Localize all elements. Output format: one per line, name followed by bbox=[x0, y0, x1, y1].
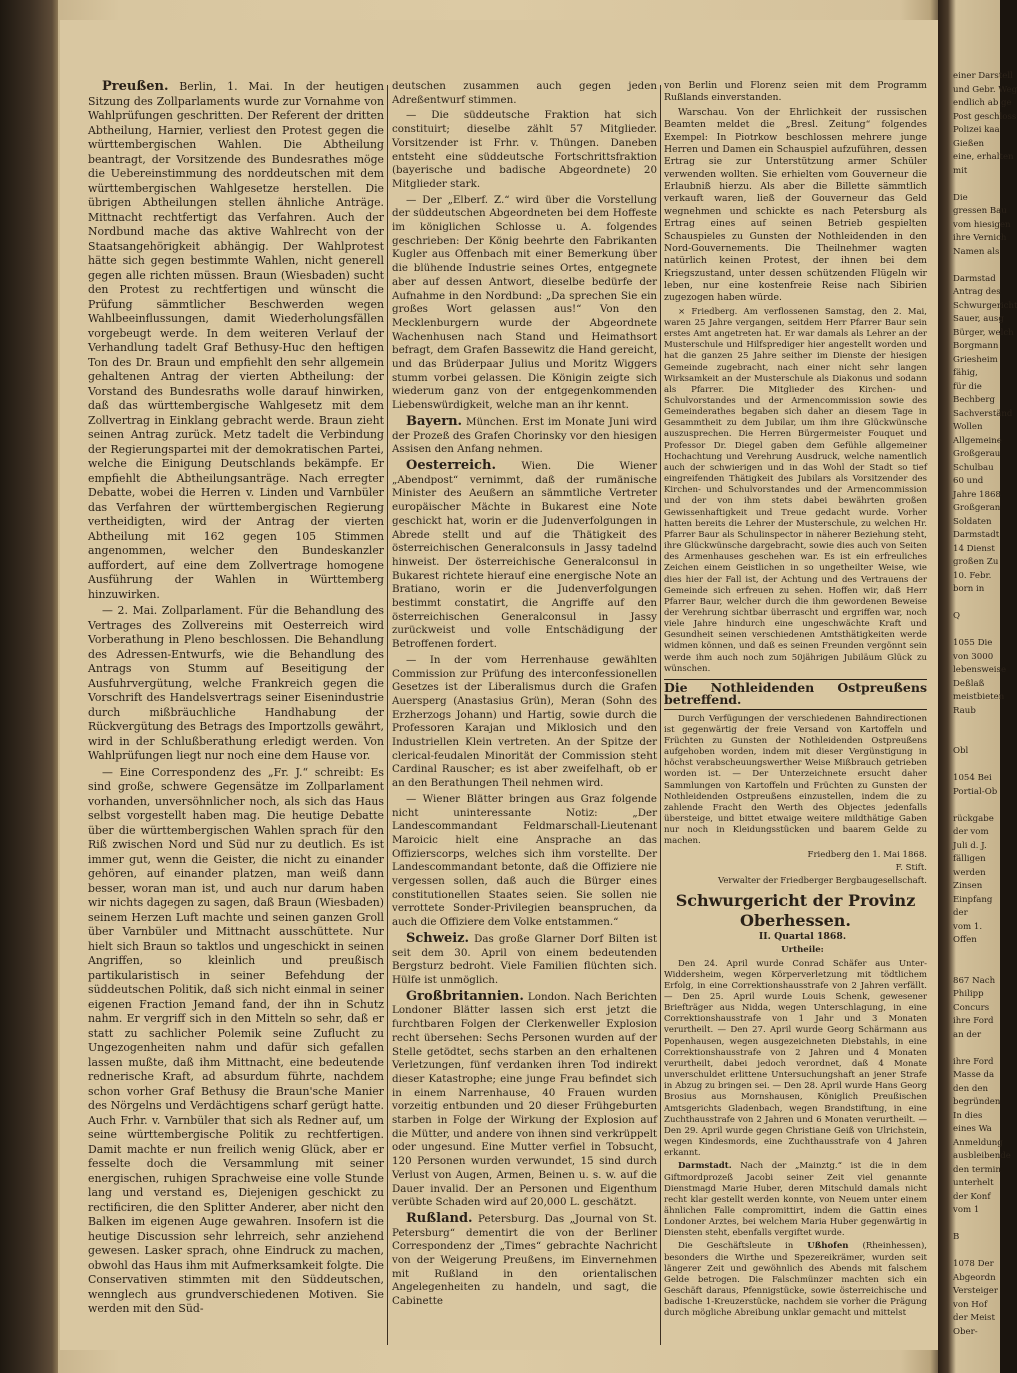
adjacent-page-fragment: 14 Dienst bbox=[953, 543, 995, 554]
article-graz: — Wiener Blätter bringen aus Graz folgende nicht uninteressante Notiz: „Der Landescommandant Feldmarschall-Lieutenant Maroicic hielt eine Ansprache an das Offizierscorps, welches sich ihm vorstellte. Der Landescommandant betonte, daß die Offiziere nie vergessen sollen, daß auch die Bürger eines constitutionellen Staates seien. Sie sollen nie verrottete Sonder-Privilegien beanspruchen, da auch die Offiziere dem Volke entstammen.“ bbox=[392, 792, 657, 929]
column-rule bbox=[387, 85, 388, 1345]
notice-signature: F. Stift. bbox=[895, 862, 927, 873]
article-zollparlament: — 2. Mai. Zollparlament. Für die Behandlung des Vertrages des Zollvereins mit Oesterreich wird Vorberathung in Pleno beschlossen. Die Behandlung des Adressen-Entwurfs, wie die Behandlung des Antrags von Stumm auf Beseitigung der Ausfuhrvergütung, welche Frankreich gegen die Vorschrift des Handelsvertrags seiner Eisenindustrie durch mißbräuchliche Handhabung der Rückvergütung des Betrags des Importzolls gewährt, wird in der Schlußberathung erledigt werden. Von Wahlprüfungen liegt nur noch eine dem Hause vor. bbox=[88, 604, 384, 762]
adjacent-page-fragment: Anmeldung bbox=[953, 1137, 1003, 1148]
adjacent-page-fragment: Masse da bbox=[953, 1070, 995, 1080]
adjacent-page-fragment: von 3000 bbox=[953, 651, 994, 662]
adjacent-page-fragment: Großgerau bbox=[953, 449, 1001, 459]
adjacent-page-fragment: Bechberg bbox=[953, 395, 995, 405]
article-prussia: Preußen. Berlin, 1. Mai. In der heutigen Sitzung des Zollparlaments wurde zur Vornahme von Wahlprüfungen geschritten. Der Referent der dritten Abtheilung, Harnier, verliest den Protest gegen die württembergischen Wahlen. Die Abtheilung beantragt, der Vorsitzende des Bundesrathes möge die Uebereinstimmung des norddeutschen mit dem württembergischen Wahlgesetze herstellen. Die übrigen Abtheilungen stellen ähnliche Anträge. Mittnacht rechtfertigt das Verfahren. Auch der Nordbund mache das aktive Wahlrecht von der Staatsangehörigkeit abhängig. Der Wahlprotest hätte sich gegen bestimmte Wahlen, nicht generell gegen alle richten müssen. Braun (Wiesbaden) sucht den Protest zu rechtfertigen und wünscht die Prüfung sämmtlicher Beschwerden wegen Wahlbeeinflussungen, damit Wiederholungsfällen vorgebeugt werde. In dem weiteren Verlauf der Verhandlung tadelt Graf Bethusy-Huc den heftigen Ton des Dr. Braun und empfiehlt den sehr allgemein gehaltenen Antrag der vierten Abtheilung: der Vorstand des Bundesraths wolle darauf hinwirken, daß das württembergische Wahlgesetz mit dem Zollvertrag in Einklang gebracht werde. Braun zieht seinen Antrag zurück. Metz tadelt die Verbindung der Regierungspartei mit der demokratischen Partei, welche die Einigung Deutschlands bekämpfe. Er empfiehlt die Abtheilungsanträge. Nach erregter Debatte, wobei die Herren v. Linden und Varnbüler das Verfahren der württembergischen Regierung vertheidigten, wird der Antrag der vierten Abtheilung mit 162 gegen 105 Stimmen angenommen, welcher den Bundeskanzler auffordert, auf eine dem Zollvertrage homogene Ausführung der Wahlen in Württemberg hinzuwirken. bbox=[88, 79, 384, 601]
adjacent-page-fragment: der Meist bbox=[953, 1313, 995, 1323]
adjacent-page-fragment: ihre Ford bbox=[953, 1016, 994, 1026]
adjacent-page-fragment: ihre Ford bbox=[953, 1056, 994, 1067]
adjacent-page-fragment: Bürger, welch bbox=[953, 327, 1014, 338]
article-austria: Oesterreich. Wien. Die Wiener „Abendpost“ vernimmt, daß der rumänische Minister des Aeußern an sämmtliche Vertreter europäischer Mächte in Bukarest eine Note geschickt hat, worin er die Judenverfolgungen in Abrede stellt und auf die Thätigkeit des österreichischen Generalconsuls in Jassy tadelnd hinweist. Der österreichische Generalconsul in Bukarest richtete hierauf eine energische Note an Bratiano, worin er die Judenverfolgungen bestimmt constatirt, die Angriffe auf den österreichischen Generalconsul in Jassy zurückweist und volle Entschädigung der Betroffenen fordert. bbox=[392, 457, 657, 651]
adjacent-page-fragment: meistbieten bbox=[953, 692, 1005, 702]
adjacent-page-fragment: Sachverständ bbox=[953, 408, 1013, 419]
adjacent-page-fragment: Ober- bbox=[953, 1326, 978, 1337]
adjacent-page-fragment: für die bbox=[953, 381, 982, 392]
adjacent-page-fragment: Post geschloss bbox=[953, 111, 1017, 122]
column-right bbox=[664, 80, 927, 1322]
adjacent-page-fragment: ausbleibende bbox=[953, 1151, 1011, 1161]
adjacent-page-fragment: der Konf bbox=[953, 1191, 991, 1202]
adjacent-page-fragment: mit bbox=[953, 165, 968, 176]
article-ussofen: Die Geschäftsleute in Ußhofen (Rheinhessen), besonders die Wirthe und Spezereikrämer, wurden seit längerer Zeit und gewöhnlich des Abends mit falschem Gelde betrogen. Die Falschmünzer machten sich ein Geschäft daraus, Pfennigstücke, sowie österreichische und badische 1-Kreuzerstücke, nachdem sie vorher die Prägung durch mögliche Abreibung unklar gemacht und mittelst bbox=[664, 1241, 928, 1319]
article-continuation: von Berlin und Florenz seien mit dem Programm Rußlands einverstanden. bbox=[664, 80, 927, 104]
notice-date: Friedberg den 1. Mai 1868. bbox=[807, 849, 927, 860]
adjacent-page-fragment: Die bbox=[953, 192, 968, 203]
adjacent-page-fragment: der bbox=[953, 908, 968, 918]
adjacent-page-fragment: Darmstad bbox=[953, 273, 996, 284]
adjacent-page-fragment: Concurs bbox=[953, 1002, 990, 1013]
article-warsaw: Warschau. Von der Ehrlichkeit der russischen Beamten meldet die „Bresl. Zeitung“ folgendes Exempel: In Piotrkow beschlossen mehrere junge Herren und Damen ein Schauspiel aufzuführen, dessen Ertrag sie zur Unterstützung armer Schüler verwenden wollten. Sie erhielten vom Gouverneur die Erlaubniß hierzu. Als aber die Billette sämmtlich verkauft waren, ließ der Gouverneur das Geld wegnehmen und schickte es nach Petersburg als Ertrag eines auf seinen Betrieb gespielten Schauspieles zu Gunsten der Nothleidenden in den Nord-Gouvernements. Die Theilnehmer wagten natürlich keinen Protest, der ihnen bei dem Kriegszustand, unter dessen schützenden Flügeln wir leben, nur eine kostenfreie Reise nach Sibirien zugezogen haben würde. bbox=[664, 106, 927, 304]
column-left bbox=[88, 80, 384, 1319]
adjacent-page-fragment: Philipp bbox=[953, 989, 984, 999]
article-bavaria: Bayern. München. Erst im Monate Juni wird der Prozeß des Grafen Chorinsky vor den hiesigen Assisen den Anfang nehmen. bbox=[392, 413, 657, 456]
notice-body: Durch Verfügungen der verschiedenen Bahndirectionen ist gegenwärtig der freie Versand von Kartoffeln und Früchten zu Gunsten der Nothleidenden Ostpreußens aufgehoben worden, indem mit dieser Vergünstigung in höchst verabscheuungswerther Weise Mißbrauch getrieben worden ist. — Der Unterzeichnete ersucht daher Sammlungen von Kartoffeln und Früchten zu Gunsten der Nothleidenden Ostpreußens einzustellen, indem die zu zahlende Fracht den Werth des Objectes jedenfalls übersteige, und bittet etwaige weitere mildthätige Gaben nur noch in Kleidungsstücken und baarem Gelde zu machen. bbox=[664, 713, 927, 847]
adjacent-page-fragment: Wollen bbox=[953, 422, 983, 432]
book-binding bbox=[0, 0, 58, 1373]
adjacent-page-fragment: Zinsen bbox=[953, 881, 983, 891]
adjacent-page-fragment: Portial-Ob bbox=[953, 786, 998, 797]
adjacent-page-fragment: In dies bbox=[953, 1110, 983, 1121]
adjacent-page-fragment: den termin bbox=[953, 1164, 1001, 1175]
adjacent-page-fragment: Jahre 1868 bbox=[953, 489, 1001, 500]
adjacent-page-fragment: Polizei kaa bbox=[953, 125, 1000, 135]
adjacent-page-fragment: Abgeordn bbox=[953, 1272, 996, 1283]
adjacent-page-fragment: vom 1. bbox=[953, 921, 983, 932]
adjacent-page-fragment: großen Zu bbox=[953, 557, 999, 567]
adjacent-page-fragment: der vom bbox=[953, 827, 989, 837]
adjacent-page-fragment: Antrag des bbox=[953, 287, 1001, 297]
adjacent-page-fragment: Griesheim bbox=[953, 354, 998, 365]
adjacent-page-fragment: vom 1 bbox=[953, 1205, 980, 1215]
adjacent-page-fragment: lebensweise bbox=[953, 665, 1007, 675]
adjacent-page-fragment: 10. Febr. bbox=[953, 570, 992, 581]
adjacent-page-fragment: Soldaten bbox=[953, 516, 992, 527]
notice-title: Die Nothleidenden Ostpreußens betreffend. bbox=[664, 679, 927, 710]
article-darmstadt: Darmstadt. Nach der „Mainztg.“ ist die in dem Giftmordprozeß Jacobi seiner Zeit viel genannte Dienstmagd Marie Huber, deren Mitschuld damals nicht recht klar gestellt werden konnte, von Neuem unter einem ähnlichen Falle compromittirt, indem die Gattin eines Londoner Arztes, bei welchem Maria Huber gegenwärtig in Diensten steht, ebenfalls vergiftet wurde. bbox=[664, 1161, 927, 1239]
court-title: Schwurgericht der Provinz Oberhessen. bbox=[675, 891, 916, 930]
article-russia: Rußland. Petersburg. Das „Journal von St. Petersburg“ dementirt die von der Berliner Correspondenz der „Times“ gebrachte Nachricht von der Weigerung Preußens, im Einvernehmen mit Rußland in den orientalischen Angelegenheiten zu handeln, und sagt, die Cabinette bbox=[392, 1210, 658, 1308]
adjacent-page-fragment: ihre Vernich bbox=[953, 233, 1007, 243]
adjacent-page-fragment: 1055 Die bbox=[953, 638, 993, 648]
adjacent-page-fragment: eines Wa bbox=[953, 1124, 992, 1134]
adjacent-page-fragment: endlich ab ge bbox=[953, 98, 1012, 108]
adjacent-page-fragment: Gießen bbox=[953, 138, 985, 149]
adjacent-page-fragment: Allgemeine bbox=[953, 435, 1002, 446]
adjacent-page-fragment: Darmstadt bbox=[953, 530, 1000, 540]
adjacent-page-fragment: eine, erhalten bbox=[953, 152, 1014, 162]
adjacent-page-fragment: vom hiesigen bbox=[953, 219, 1011, 230]
adjacent-page-fragment: fähig, bbox=[953, 368, 978, 378]
column-rule bbox=[660, 85, 661, 1345]
adjacent-page-fragment: Schwurgericht bbox=[953, 300, 1017, 311]
article-switzerland: Schweiz. Das große Glarner Dorf Bilten ist seit dem 30. April von einem bedeutenden Bergsturz bedroht. Viele Familien flüchten sich. Hülfe ist unmöglich. bbox=[392, 930, 657, 986]
article-britain: Großbritannien. London. Nach Berichten Londoner Blätter lassen sich erst jetzt die furchtbaren Folgen der Clerkenweller Explosion recht übersehen: Sechs Personen wurden auf der Stelle getödtet, sechs starben an den erhaltenen Verletzungen, fünf verdanken ihren Tod indirekt dieser Katastrophe; eine junge Frau befindet sich in einem Narrenhause, 40 Frauen wurden vorzeitig entbunden und 20 dieser Frühgeburten starben in Folge der Wirkung der Explosion auf die Mütter, und andere von ihnen sind verkrüppelt oder ungesund. Eine Mutter verfiel in Tobsucht, 120 Personen wurden verwundet, 15 sind durch Verlust von Augen, Armen, Beinen u. s. w. auf die Dauer invalid. Der an Personen und Eigenthum verübte Schaden wird auf 20,000 L. geschätzt. bbox=[392, 988, 657, 1209]
adjacent-page-fragment: Großgeran bbox=[953, 503, 1001, 513]
adjacent-page-fragment: 60 und bbox=[953, 476, 984, 486]
adjacent-page-fragment: unterhelt bbox=[953, 1178, 994, 1188]
adjacent-page-fragment: und Gebr. Weg bbox=[953, 84, 1017, 95]
adjacent-page-fragment: fälligen bbox=[953, 854, 986, 864]
adjacent-page-fragment: rückgabe bbox=[953, 813, 994, 824]
adjacent-page-fragment: an der bbox=[953, 1029, 982, 1040]
adjacent-page-fragment: Sauer, ausg bbox=[953, 314, 1004, 324]
adjacent-page-fragment: Schulbau bbox=[953, 462, 994, 473]
notice-signature-title: Verwalter der Friedberger Bergbaugesellschaft. bbox=[717, 875, 927, 886]
adjacent-page-fragment: Deßlaß bbox=[953, 678, 985, 689]
court-quarter: II. Quartal 1868. bbox=[758, 931, 847, 942]
column-middle bbox=[392, 80, 657, 1311]
adjacent-page-fragment: Q bbox=[953, 611, 961, 621]
article-hoffest: — Der „Elberf. Z.“ wird über die Vorstellung der süddeutschen Abgeordneten bei dem Hoffeste im königlichen Schlosse u. A. folgendes geschrieben: Der König beehrte den Fabrikanten Kugler aus Offenbach mit einer Bemerkung über die blühende Industrie seines Ortes, entgegnete aber auf dessen Antwort, dieselbe bedürfe der Aufnahme in den Nordbund: „Da sprechen Sie ein großes Wort gelassen aus!“ Von den Mecklenburgern wurde der Abgeordnete Wachenhusen nach Stand und Heimathsort befragt, dem Grafen Bassewitz die Hand gereicht, und das Brüderpaar Julius und Moritz Wiggers stumm vorbei gelassen. Die Königin zeigte sich wiederum ganz von der entgegenkommenden Liebenswürdigkeit, welche man an ihr kennt. bbox=[392, 193, 657, 412]
adjacent-page-fragment: Juli d. J. bbox=[953, 840, 987, 851]
article-correspondence: — Eine Correspondenz des „Fr. J.“ schreibt: Es sind große, schwere Gegensätze im Zollparlament vorhanden, unversöhnlicher noch, als sich das Haus selbst vorgestellt haben mag. Die heutige Debatte über die württembergischen Wahlen sprach für den Riß zwischen Nord und Süd nur zu deutlich. Es ist immer gut, wenn die Geister, die nicht zu einander gehören, auf einander platzen, man weiß dann besser, woran man ist, und auch nur darum haben wir nichts dagegen zu sagen, daß Braun (Wiesbaden) seinem Herzen Luft machte und seinen ganzen Groll über Varnbüler und Mittnacht ausschüttete. Nur hielt sich Braun so taktlos und ungeschickt in seinen Angriffen, so kleinlich und preußisch partikularistisch in seiner Befehdung der süddeutschen Politik, daß sich nicht einmal in seiner eigenen Fraction Jemand fand, der ihn in Schutz nahm. Er vergriff sich in den Mitteln so sehr, daß er statt zu sachlicher Polemik seine Zuflucht zu Ungezogenheiten nahm und dafür sich gefallen lassen mußte, daß ihm Mittnacht, eine bedeutende rednerische Kraft, ad absurdum führte, nachdem schon vorher Graf Bethusy die Braun'sche Manier des Nörgelns und Verdächtigens scharf gerügt hatte. Auch Frhr. v. Varnbüler that sich als Redner auf, um seine württembergische Politik zu rechtfertigen. Damit machte er nun freilich wenig Glück, aber er fesselte doch die Versammlung mit seiner energischen, ruhigen Sprachweise eine volle Stunde lang und verstand es, Diejenigen geschickt zu rectificiren, die den Splitter Anderer, aber nicht den Balken im eigenen Auge gewahren. Insofern ist die heutige Discussion sehr lehrreich, sehr anziehend gewesen. Lasker sprach, ohne Eindruck zu machen, obwohl das Haus ihm mit Aufmerksamkeit folgte. Die Conservativen stimmten mit den Süddeutschen, wennglech aus grundverschiedenen Motiven. Sie werden mit den Süd- bbox=[88, 765, 384, 1315]
adjacent-page-fragment: von Hof bbox=[953, 1299, 988, 1310]
article-herrenhaus: — In der vom Herrenhause gewählten Commission zur Prüfung des interconfessionellen Gesetzes ist der Liberalismus durch die Grafen Auersperg (Anastasius Grün), Meran (Sohn des Erzherzogs Johann) und Hartig, sowie durch die Professoren Karajan und Miklosich und den Industriellen Klein vertreten. An der Spitze der clerical-feudalen Minorität der Commission steht Cardinal Rauscher; es ist aber zweifelhaft, ob er an den Berathungen Theil nehmen wird. bbox=[392, 653, 657, 790]
adjacent-page-fragment: Obl bbox=[953, 746, 969, 756]
adjacent-page-fragment: Namen als bbox=[953, 246, 1000, 257]
adjacent-page-fragment: 1054 Bei bbox=[953, 773, 992, 783]
court-verdicts-label: Urtheile: bbox=[781, 945, 824, 956]
adjacent-page-fragment: Raub bbox=[953, 705, 976, 716]
adjacent-page-fragment: einer Darstell bbox=[953, 71, 1013, 81]
court-body: Den 24. April wurde Conrad Schäfer aus Unter-Widdersheim, wegen Körperverletzung mit tödtlichem Erfolg, in eine Correktionshausstrafe von 2 Jahren verfällt. — Den 25. April wurde Louis Schenk, gewesener Briefträger aus Nidda, wegen Unterschlagung, in eine Correktionshausstrafe von 1 Jahr und 3 Monaten verurtheilt. — Den 27. April wurde Georg Schärmann aus Popenhausen, wegen ausgezeichneten Diebstahls, in eine Correktionshausstrafe von 2 Jahren und 4 Monaten verurtheilt, dabei jedoch verordnet, daß 4 Monate unverschuldet erlittene Untersuchungshaft an jener Strafe in Abzug zu bringen sei. — Den 28. April wurde Hans Georg Brosius aus Mornshausen, Königlich Preußischen Amtsgerichts Gladenbach, wegen Brandstiftung, in eine Zuchthausstrafe von 2 Jahren und 6 Monaten verurtheilt. — Den 29. April wurde gegen Christiane Geiß von Ulrichstein, wegen Kindesmords, eine Zuchthausstrafe von 4 Jahren erkannt. bbox=[664, 958, 927, 1159]
adjacent-page-fragment: begründen bbox=[953, 1097, 1001, 1107]
article-fraction: — Die süddeutsche Fraktion hat sich constituirt; dieselbe zählt 57 Mitglieder. Vorsitzender ist Frhr. v. Thüngen. Daneben entsteht eine süddeutsche Fortschrittsfraktion (bayerische und badische Abgeordnete) 20 Mitglieder stark. bbox=[392, 109, 657, 190]
adjacent-page-fragment: Versteiger bbox=[953, 1286, 999, 1296]
article-friedberg: × Friedberg. Am verflossenen Samstag, den 2. Mai, waren 25 Jahre vergangen, seitdem Herr Pfarrer Baur sein erstes Amt angetreten hat. Er war damals als Lehrer an der Musterschule und Hilfsprediger hier angestellt worden und hat die ganzen 25 Jahre seither im Dienste der hiesigen Gemeinde zugebracht, nach einer nicht sehr langen Wirksamkeit an der Musterschule als Diakonus und sodann als Pfarrer. Die Mitglieder des Kirchen- und Schulvorstandes und der Armencommission sowie des Gemeinderathes begaben sich daher an diesem Tage in Gesammtheit zu dem Jubilar, um ihm ihre Glückwünsche auszusprechen. Die Herren Bürgermeister Fouquet und Professor Dr. Diegel gaben dem Gefühle allgemeiner Hochachtung und Verehrung Ausdruck, welche namentlich auch der schwierigen und in das Wohl der Stadt so tief eingreifenden Thätigkeit des Jubilars als Vorsitzender des Kirchen- und Schulvorstandes und der Armencommission und der von ihm stets dabei bewährten großen Gewissenhaftigkeit und Treue gedacht wurde. Vorher hatten bereits die Lehrer der Musterschule, zu welchen Hr. Pfarrer Baur als Schulinspector in näherer Beziehung steht, ihre Glückwünsche dargebracht, sowie dies auch von Seiten des Armenhauses geschehen war. Es ist ein erfreuliches Zeichen einem Geistlichen in so ungetheilter Weise, wie dies hier der Fall ist, der Achtung und des Vertrauens der Gemeinde sich erfreuen zu sehen. Hoffen wir, daß Herr Pfarrer Baur, welcher durch die ihm gewordenen Beweise der Verehrung sichtbar überrascht und ergriffen war, noch viele Jahre hindurch eine ungeschwächte Kraft und Gesundheit seinen verschiedenen Amtsthätigkeiten werde widmen können, und daß es seinen Freunden vergönnt sein werde ihm auch noch zum 50jährigen Jubiläum Glück zu wünschen. bbox=[664, 306, 927, 674]
adjacent-page-fragment: Einpfang bbox=[953, 894, 993, 905]
adjacent-page-fragment: B bbox=[953, 1232, 960, 1242]
adjacent-page-fragment: werden bbox=[953, 867, 986, 878]
article-continuation: deutschen zusammen auch gegen jeden Adreßentwurf stimmen. bbox=[392, 80, 657, 106]
adjacent-page-fragment: den den bbox=[953, 1083, 988, 1094]
adjacent-page-fragment: born in bbox=[953, 584, 985, 594]
adjacent-page-fragment: Borgmann bbox=[953, 341, 999, 351]
adjacent-page-fragment: Offen bbox=[953, 935, 977, 945]
adjacent-page-fragment: gressen Bau bbox=[953, 206, 1007, 216]
adjacent-page-fragment: 867 Nach bbox=[953, 975, 996, 986]
adjacent-page-fragment: 1078 Der bbox=[953, 1259, 994, 1269]
